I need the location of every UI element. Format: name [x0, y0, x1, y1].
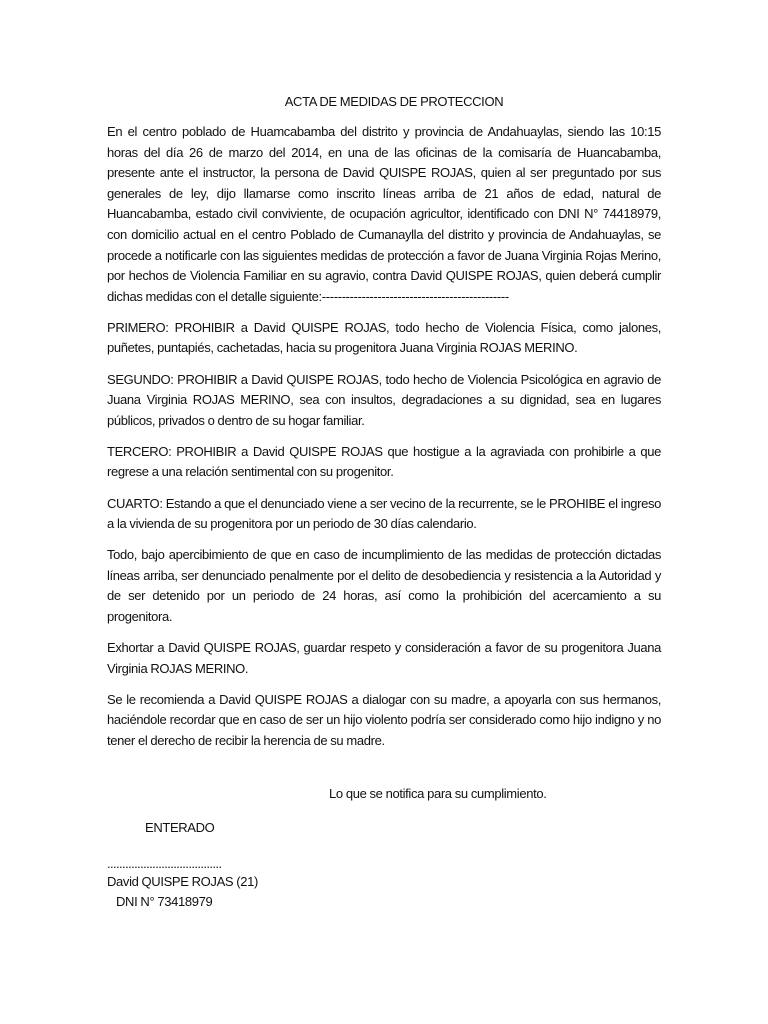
- warning-paragraph: Todo, bajo apercibimiento de que en caso de incumplimiento de las medidas de protección dictadas líneas arriba, ser denunciado penalmente por el delito de desobediencia y resistencia a la Autoridad y de ser detenido por un periodo de 24 horas, así como la prohibición del acercamiento a su progenitora.: [107, 547, 661, 624]
- document-title: ACTA DE MEDIDAS DE PROTECCION: [284, 94, 504, 109]
- measure-primero: PRIMERO: PROHIBIR a David QUISPE ROJAS, todo hecho de Violencia Física, como jalones, puñetes, puntapiés, cachetadas, hacia su progenitora Juana Virginia ROJAS MERINO.: [107, 319, 661, 356]
- measure-tercero: TERCERO: PROHIBIR a David QUISPE ROJAS que hostigue a la agraviada con prohibirle a que regrese a una relación sentimental con su progenitor.: [107, 443, 661, 480]
- intro-paragraph: En el centro poblado de Huamcabamba del distrito y provincia de Andahuaylas, siendo las 10:15 horas del día 26 de marzo del 2014, en una de las oficinas de la comisaría de Huancabamba, presente ante el instructor, la persona de David QUISPE ROJAS, quien al ser preguntado por sus generales de ley, dijo llamarse como inscrito líneas arriba de 21 años de edad, natural de Huancabamba, estado civil conviviente, de ocupación agricultor, identificado con DNI N° 74418979, con domicilio actual en el centro Poblado de Cumanaylla del distrito y provincia de Andahuaylas, se procede a notificarle con las siguientes medidas de protección a favor de Juana Virginia Rojas Merino, por hechos de Violencia Familiar en su agravio, contra David QUISPE ROJAS, quien deberá cumplir dichas medidas con el detalle siguiente:-----------------------------------------------: [107, 124, 661, 304]
- signer-dni: DNI N° 73418979: [116, 893, 213, 909]
- recommendation-paragraph: Se le recomienda a David QUISPE ROJAS a dialogar con su madre, a apoyarla con sus hermanos, haciéndole recordar que en caso de ser un hijo violento podría ser considerado como hijo indigno y no tener el derecho de recibir la herencia de su madre.: [107, 691, 661, 748]
- measure-cuarto: CUARTO: Estando a que el denunciado viene a ser vecino de la recurrente, se le PROHIBE el ingreso a la vivienda de su progenitora por un periodo de 30 días calendario.: [107, 495, 661, 532]
- enterado-label: ENTERADO: [145, 819, 215, 835]
- closing-statement: Lo que se notifica para su cumplimiento.: [329, 785, 547, 801]
- measure-segundo: SEGUNDO: PROHIBIR a David QUISPE ROJAS, todo hecho de Violencia Psicológica en agravio de Juana Virginia ROJAS MERINO, sea con insultos, degradaciones a su dignidad, sea en lugares públicos, privados o dentro de su hogar familiar.: [107, 371, 661, 428]
- signature-line: ......................................: [107, 855, 222, 871]
- exhortation-paragraph: Exhortar a David QUISPE ROJAS, guardar respeto y consideración a favor de su progenitora Juana Virginia ROJAS MERINO.: [107, 640, 661, 676]
- signer-name: David QUISPE ROJAS (21): [107, 873, 259, 889]
- document-body: [107, 92, 661, 912]
